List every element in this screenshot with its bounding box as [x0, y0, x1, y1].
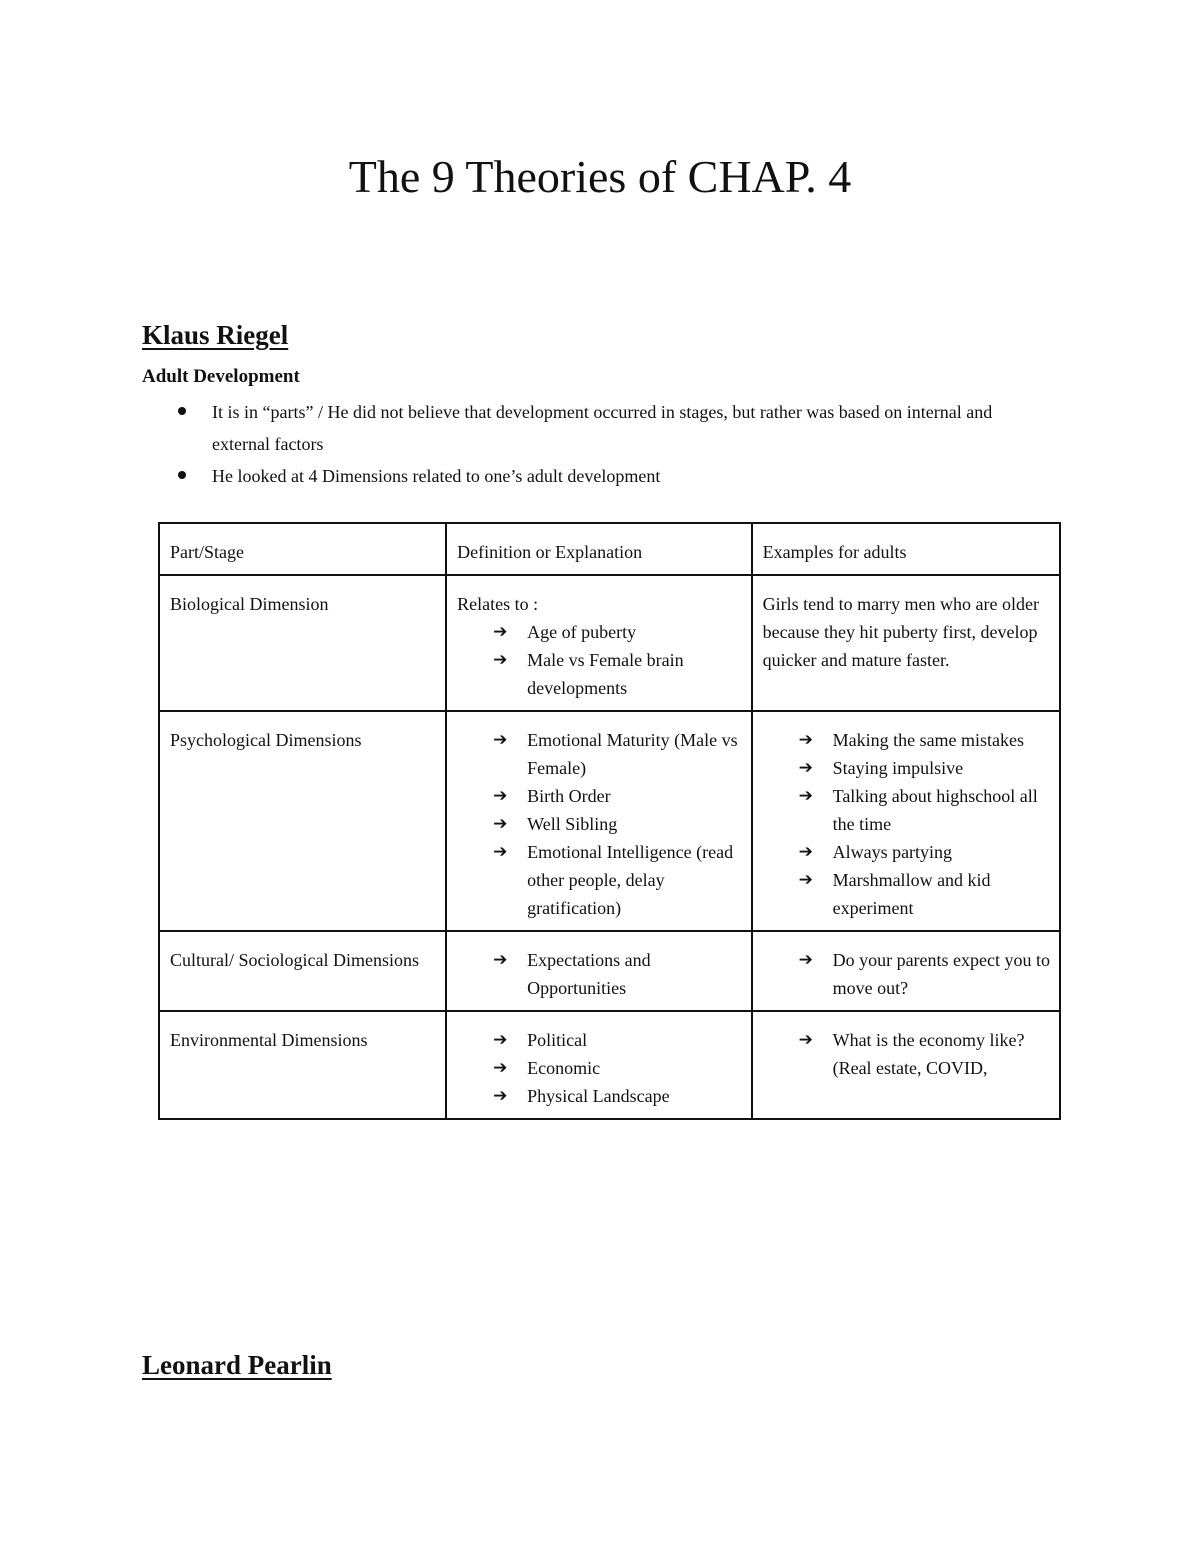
definition-cell [446, 575, 751, 711]
part-cell: Psychological Dimensions [159, 711, 446, 931]
list-item-text: Age of puberty [527, 622, 637, 642]
definition-list [457, 726, 742, 922]
column-header: Part/Stage [159, 523, 446, 575]
list-item [763, 838, 1051, 866]
list-item-text: Political [527, 1030, 588, 1050]
list-item [457, 1054, 742, 1082]
table-row [159, 575, 1060, 711]
arrow-icon: ➔ [493, 650, 508, 670]
list-item-text: Always partying [832, 842, 953, 862]
examples-list [763, 726, 1051, 922]
list-item [763, 754, 1051, 782]
subheading-adult-development: Adult Development [142, 366, 300, 387]
arrow-icon: ➔ [493, 786, 508, 806]
table-row [159, 1011, 1060, 1119]
list-item-text: Emotional Maturity (Male vs Female) [527, 730, 738, 778]
dimensions-table [158, 522, 1061, 1120]
list-item-text: Economic [527, 1058, 601, 1078]
list-item-text: Expectations and Opportunities [527, 950, 651, 998]
definition-cell [446, 1011, 751, 1119]
definition-cell [446, 711, 751, 931]
list-item-text: Talking about highschool all the time [832, 786, 1038, 834]
arrow-icon: ➔ [798, 786, 813, 806]
definition-list [457, 1026, 742, 1110]
list-item [457, 618, 742, 646]
arrow-icon: ➔ [798, 950, 813, 970]
examples-list [763, 946, 1051, 1002]
bullet-icon [178, 471, 186, 479]
definition-cell [446, 931, 751, 1011]
list-item-text: What is the economy like? (Real estate, COVID, [832, 1030, 1025, 1078]
table-header-row [159, 523, 1060, 575]
arrow-icon: ➔ [798, 870, 813, 890]
list-item-text: Do your parents expect you to move out? [832, 950, 1051, 998]
part-cell: Cultural/ Sociological Dimensions [159, 931, 446, 1011]
column-header: Examples for adults [752, 523, 1060, 575]
arrow-icon: ➔ [798, 1030, 813, 1050]
arrow-icon: ➔ [493, 622, 508, 642]
arrow-icon: ➔ [798, 758, 813, 778]
part-cell: Biological Dimension [159, 575, 446, 711]
list-item [763, 946, 1051, 1002]
list-item [457, 810, 742, 838]
list-item [457, 1082, 742, 1110]
list-item [457, 1026, 742, 1054]
arrow-icon: ➔ [493, 1086, 508, 1106]
section-heading-leonard-pearlin: Leonard Pearlin [142, 1350, 332, 1380]
list-item-text: Staying impulsive [832, 758, 964, 778]
examples-cell [752, 931, 1060, 1011]
definition-list [457, 618, 742, 702]
list-item-text: Well Sibling [527, 814, 618, 834]
examples-list [763, 1026, 1051, 1082]
list-item-text: Making the same mistakes [832, 730, 1025, 750]
list-item-text: Emotional Intelligence (read other people, delay gratification) [527, 842, 734, 918]
examples-cell [752, 1011, 1060, 1119]
examples-cell [752, 711, 1060, 931]
arrow-icon: ➔ [493, 1030, 508, 1050]
page-title: The 9 Theories of CHAP. 4 [348, 151, 852, 202]
arrow-icon: ➔ [798, 730, 813, 750]
list-item-text: Marshmallow and kid experiment [832, 870, 991, 918]
section-heading-klaus-riegel: Klaus Riegel [142, 320, 289, 350]
list-item [142, 396, 1042, 460]
arrow-icon: ➔ [493, 1058, 508, 1078]
list-item-text: Birth Order [527, 786, 611, 806]
bullet-text: He looked at 4 Dimensions related to one’s adult development [212, 466, 661, 486]
list-item [457, 838, 742, 922]
arrow-icon: ➔ [798, 842, 813, 862]
bullet-icon [178, 407, 186, 415]
bullet-list [142, 396, 1042, 492]
list-item [763, 782, 1051, 838]
part-cell: Environmental Dimensions [159, 1011, 446, 1119]
bullet-text: It is in “parts” / He did not believe that development occurred in stages, but rather was based on internal and external factors [212, 402, 993, 454]
examples-cell: Girls tend to marry men who are older because they hit puberty first, develop quicker and mature faster. [752, 575, 1060, 711]
arrow-icon: ➔ [493, 950, 508, 970]
table-row [159, 931, 1060, 1011]
column-header: Definition or Explanation [446, 523, 751, 575]
list-item [457, 782, 742, 810]
definition-list [457, 946, 742, 1002]
list-item-text: Male vs Female brain developments [527, 650, 684, 698]
arrow-icon: ➔ [493, 814, 508, 834]
arrow-icon: ➔ [493, 842, 508, 862]
list-item [457, 726, 742, 782]
table-row [159, 711, 1060, 931]
list-item [763, 1026, 1051, 1082]
arrow-icon: ➔ [493, 730, 508, 750]
list-item-text: Physical Landscape [527, 1086, 670, 1106]
list-item [142, 460, 1042, 492]
list-item [763, 726, 1051, 754]
list-item [457, 946, 742, 1002]
list-item [763, 866, 1051, 922]
list-item [457, 646, 742, 702]
definition-intro: Relates to : [457, 594, 539, 614]
